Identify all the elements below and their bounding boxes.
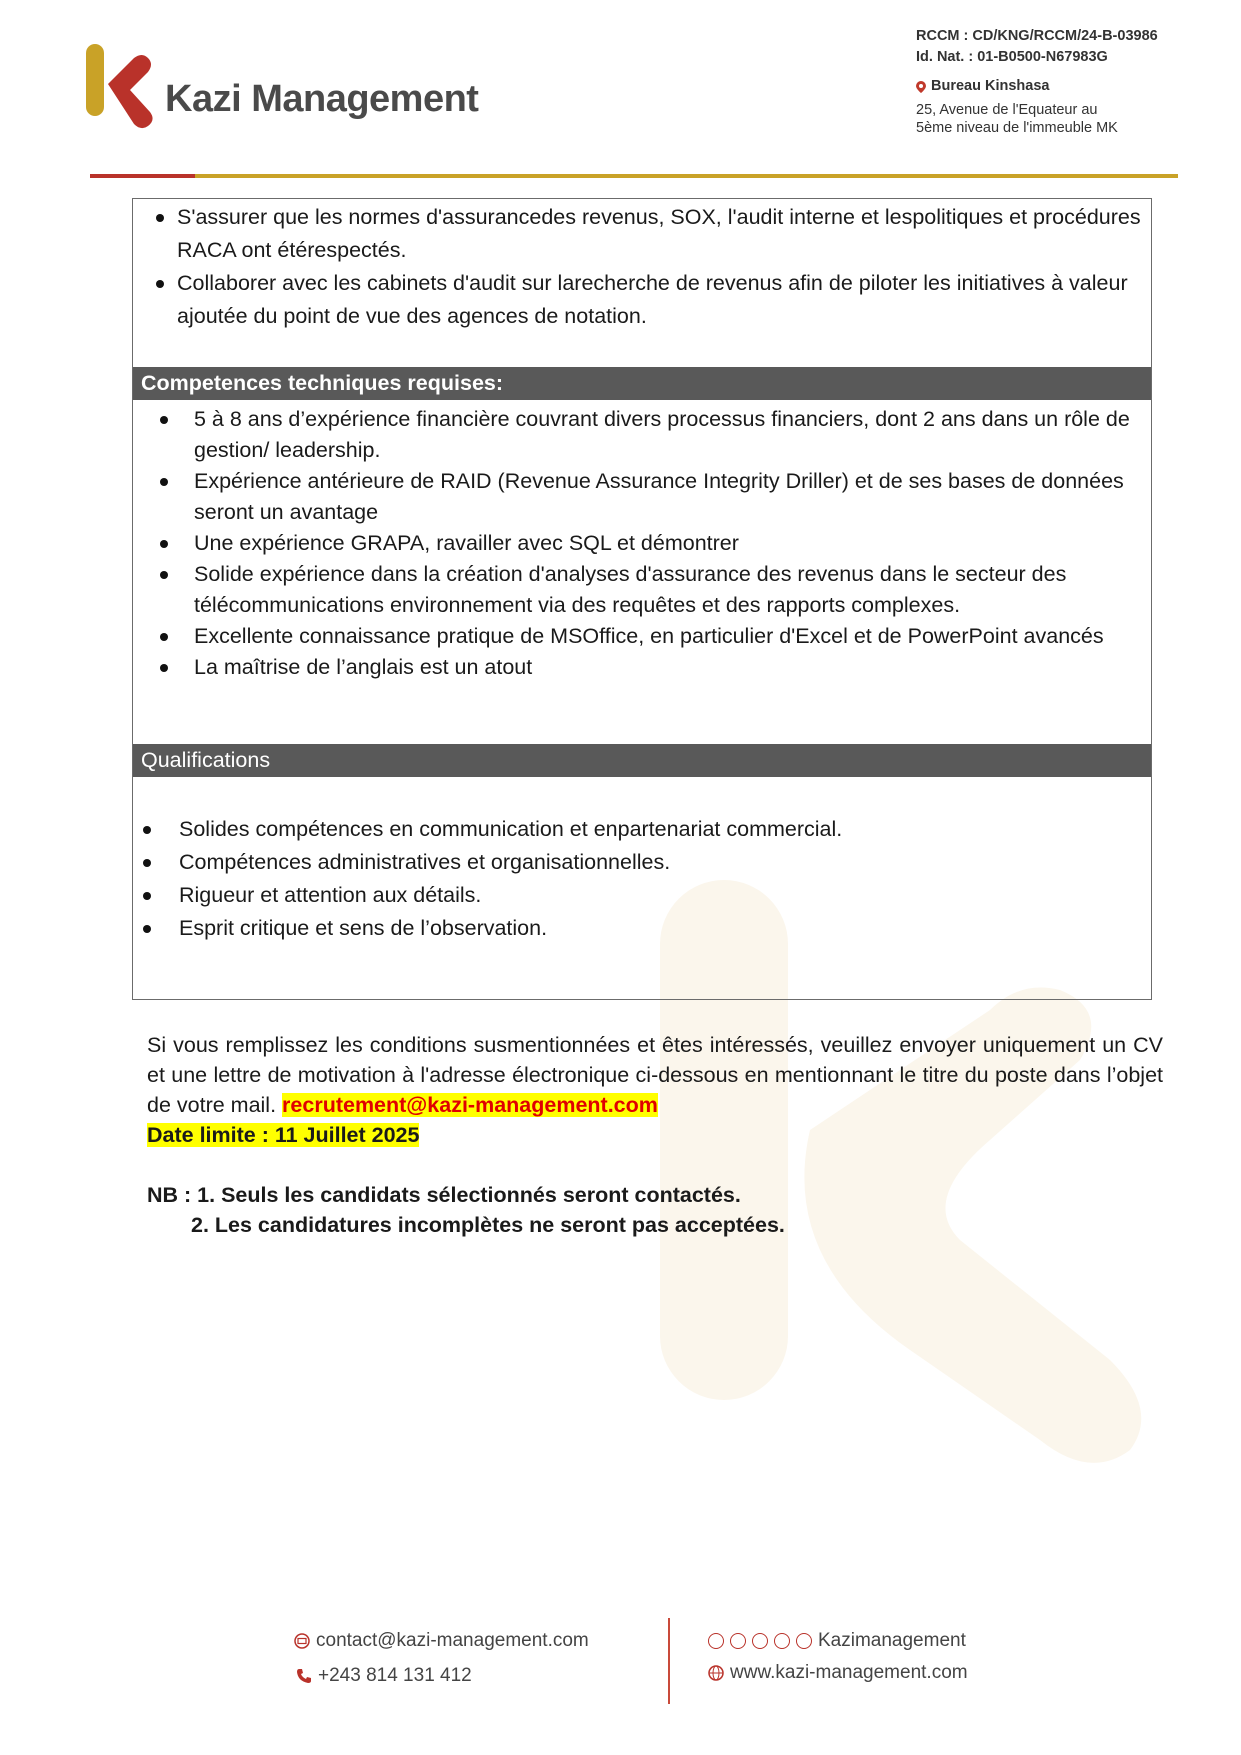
footer-divider [668,1618,670,1704]
header-divider [90,174,1178,178]
footer-website-text[interactable]: www.kazi-management.com [730,1662,968,1683]
footer-email [294,1630,589,1652]
application-text: Si vous remplissez les conditions susmentionnées et êtes intéressés, veuillez envoyer uniquement un CV et une lettre de motivation à l'adresse électronique ci-dessous en mentionnant le titre du poste dans l’objet de votre mail. [147,1033,1163,1117]
phone-icon [296,1668,312,1684]
list-item: Collaborer avec les cabinets d'audit sur larecherche de revenus afin de piloter les initiatives à valeur ajoutée du point de vue des agences de notation. [133,267,1151,333]
list-item: 5 à 8 ans d’expérience financière couvrant divers processus financiers, dont 2 ans dans un rôle de gestion/ leadership. [133,404,1151,466]
linkedin-icon[interactable] [752,1633,768,1649]
brand-name: Kazi Management [165,78,479,120]
footer-phone [296,1665,472,1687]
footer-phone-text[interactable]: +243 814 131 412 [318,1665,472,1686]
list-item: La maîtrise de l’anglais est un atout [133,652,1151,683]
application-instructions [147,1030,1163,1150]
qualifications-header: Qualifications [133,744,1151,777]
list-item: Solide expérience dans la création d'analyses d'assurance des revenus dans le secteur des télécommunications environnement via des requêtes et des rapports complexes. [133,559,1151,621]
company-info [916,26,1158,137]
application-email-link[interactable]: recrutement@kazi-management.com [282,1093,658,1117]
address-line-1: 25, Avenue de l'Equateur au [916,102,1098,118]
nb-line-2: 2. Les candidatures incomplètes ne seront pas acceptées. [191,1213,785,1237]
list-item: Excellente connaissance pratique de MSOffice, en particulier d'Excel et de PowerPoint avancés [133,621,1151,652]
competences-section [133,400,1151,744]
job-table [132,198,1152,1000]
mail-icon [294,1633,310,1649]
globe-icon [708,1665,724,1681]
list-item: Solides compétences en communication et enpartenariat commercial. [133,813,1151,846]
id-nat: Id. Nat. : 01-B0500-N67983G [916,49,1108,65]
nb-notes [147,1180,785,1240]
office-name: Bureau Kinshasa [931,78,1050,94]
facebook-icon[interactable] [730,1633,746,1649]
nb-line-1: NB : 1. Seuls les candidats sélectionnés seront contactés. [147,1183,741,1207]
footer-social [708,1630,966,1652]
list-item: Expérience antérieure de RAID (Revenue Assurance Integrity Driller) et de ses bases de données seront un avantage [133,466,1151,528]
footer-website [708,1662,968,1684]
rccm: RCCM : CD/KNG/RCCM/24-B-03986 [916,28,1158,44]
footer-social-text: Kazimanagement [818,1630,966,1651]
competences-header: Competences techniques requises: [133,367,1151,400]
deadline: Date limite : 11 Juillet 2025 [147,1123,420,1147]
list-item: S'assurer que les normes d'assurancedes revenus, SOX, l'audit interne et lespolitiques et procédures RACA ont étérespectés. [133,201,1151,267]
header-divider-accent [90,174,195,178]
responsibilities-section [133,199,1151,367]
location-pin-icon [916,81,926,93]
x-icon[interactable] [774,1633,790,1649]
list-item: Compétences administratives et organisationnelles. [133,846,1151,879]
qualifications-section [133,777,1151,945]
list-item: Esprit critique et sens de l’observation. [133,912,1151,945]
list-item: Rigueur et attention aux détails. [133,879,1151,912]
instagram-icon[interactable] [708,1633,724,1649]
footer-email-text[interactable]: contact@kazi-management.com [316,1630,589,1651]
youtube-icon[interactable] [796,1633,812,1649]
kazi-logo [86,44,158,132]
address-line-2: 5ème niveau de l'immeuble MK [916,120,1118,136]
list-item: Une expérience GRAPA, ravailler avec SQL et démontrer [133,528,1151,559]
